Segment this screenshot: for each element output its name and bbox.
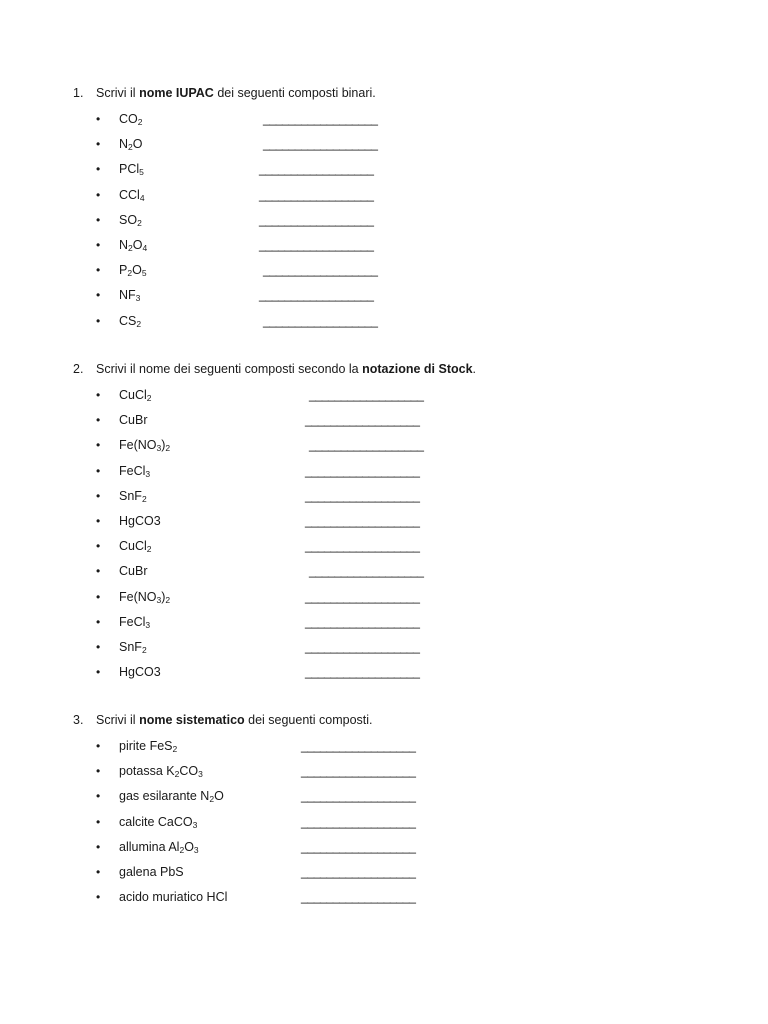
compound-formula: SnF$_2$	[119, 488, 147, 504]
list-item	[96, 238, 496, 256]
list-item	[96, 162, 496, 180]
answer-blank[interactable]: __________________	[263, 313, 378, 328]
list-item	[96, 815, 496, 833]
answer-blank[interactable]: __________________	[305, 514, 420, 528]
question-1-number: 1.	[73, 86, 84, 100]
compound-formula: CuBr	[119, 413, 148, 428]
compound-formula: FeCl$_3$	[119, 614, 151, 630]
question-1-text-after: dei seguenti composti binari.	[213, 86, 376, 100]
list-item	[96, 438, 496, 456]
compound-formula: FeCl$_3$	[119, 463, 151, 479]
bullet-icon: •	[96, 238, 101, 252]
bullet-icon: •	[96, 640, 101, 654]
answer-blank[interactable]: __________________	[301, 890, 416, 905]
question-1-bold: nome IUPAC	[139, 86, 214, 100]
question-2-text-after: .	[472, 362, 477, 376]
answer-blank[interactable]: __________________	[259, 288, 374, 303]
bullet-icon: •	[96, 839, 101, 854]
compound-formula: $NF_3$	[119, 288, 141, 304]
compound-formula: $N_2O$	[119, 137, 143, 153]
answer-blank[interactable]: __________________	[263, 263, 378, 278]
answer-blank[interactable]: __________________	[305, 539, 420, 554]
list-item	[96, 314, 496, 332]
list-item	[96, 213, 496, 231]
answer-blank[interactable]: __________________	[309, 438, 424, 453]
compound-formula: calcite CaCO$_3$	[119, 814, 198, 830]
compound-formula: PCl$_5$	[119, 162, 144, 178]
answer-blank[interactable]: __________________	[259, 162, 374, 177]
answer-blank[interactable]: __________________	[305, 413, 420, 428]
bullet-icon: •	[96, 263, 101, 278]
question-3-bold: nome sistematico	[139, 713, 245, 727]
bullet-icon: •	[96, 890, 101, 905]
compound-formula: CuBr	[119, 564, 148, 579]
bullet-icon: •	[96, 212, 101, 227]
answer-blank[interactable]: __________________	[301, 814, 416, 829]
answer-blank[interactable]: __________________	[263, 137, 378, 152]
list-item	[96, 388, 496, 406]
compound-formula: $N_2O_4$	[119, 238, 148, 253]
answer-blank[interactable]: __________________	[259, 187, 374, 202]
list-item	[96, 489, 496, 507]
bullet-icon: •	[96, 137, 101, 152]
compound-formula: HgCO3	[119, 665, 161, 680]
compound-formula: CuCl$_2$	[119, 388, 152, 403]
bullet-icon: •	[96, 614, 101, 629]
bullet-icon: •	[96, 162, 101, 177]
list-item	[96, 615, 496, 633]
compound-formula: $CS_2$	[119, 313, 142, 329]
answer-blank[interactable]: __________________	[305, 463, 420, 478]
answer-blank[interactable]: __________________	[259, 212, 374, 227]
question-2-bold: notazione di Stock	[362, 362, 473, 376]
bullet-icon: •	[96, 112, 101, 126]
answer-blank[interactable]: __________________	[305, 665, 420, 680]
list-item	[96, 188, 496, 206]
list-item	[96, 739, 496, 757]
question-3-title	[73, 713, 373, 727]
bullet-icon: •	[96, 539, 101, 554]
question-3-text-before: Scrivi il	[96, 713, 140, 727]
question-3-text-after: dei seguenti composti.	[244, 713, 373, 727]
list-item	[96, 514, 496, 532]
list-item	[96, 665, 496, 683]
bullet-icon: •	[96, 187, 101, 202]
answer-blank[interactable]: __________________	[259, 238, 374, 252]
answer-blank[interactable]: __________________	[305, 589, 420, 604]
answer-blank[interactable]: __________________	[305, 614, 420, 629]
bullet-icon: •	[96, 463, 101, 478]
compound-formula: CCl$_4$	[119, 187, 145, 203]
question-1-title	[73, 86, 376, 100]
answer-blank[interactable]: __________________	[309, 388, 424, 402]
bullet-icon: •	[96, 764, 101, 779]
compound-formula: allumina $Al_2O_3$	[119, 839, 199, 855]
answer-blank[interactable]: __________________	[301, 739, 416, 753]
bullet-icon: •	[96, 865, 101, 879]
list-item	[96, 564, 496, 582]
list-item	[96, 137, 496, 155]
list-item	[96, 890, 496, 908]
compound-formula: acido muriatico HCl	[119, 890, 228, 905]
answer-blank[interactable]: __________________	[301, 839, 416, 854]
compound-formula: $CO_2$	[119, 112, 143, 127]
bullet-icon: •	[96, 313, 101, 328]
bullet-icon: •	[96, 665, 101, 680]
question-2-number: 2.	[73, 362, 84, 376]
bullet-icon: •	[96, 413, 101, 428]
list-item	[96, 263, 496, 281]
compound-formula: $Fe(NO_3)_2$	[119, 438, 171, 454]
answer-blank[interactable]: __________________	[301, 865, 416, 879]
compound-formula: HgCO3	[119, 514, 161, 528]
bullet-icon: •	[96, 514, 101, 528]
list-item	[96, 789, 496, 807]
bullet-icon: •	[96, 814, 101, 829]
answer-blank[interactable]: __________________	[263, 112, 378, 126]
question-2-title	[73, 362, 476, 376]
list-item	[96, 112, 496, 130]
answer-blank[interactable]: __________________	[305, 640, 420, 654]
compound-formula: $P_2O_5$	[119, 263, 147, 279]
list-item	[96, 840, 496, 858]
compound-formula: $SO_2$	[119, 212, 142, 228]
answer-blank[interactable]: __________________	[301, 789, 416, 804]
list-item	[96, 590, 496, 608]
question-2-text-before: Scrivi il nome dei seguenti composti secondo la	[96, 362, 363, 376]
bullet-icon: •	[96, 388, 101, 402]
question-1-text-before: Scrivi il	[96, 86, 140, 100]
compound-formula: gas esilarante $N_2O$	[119, 789, 224, 805]
list-item	[96, 288, 496, 306]
compound-formula: pirite FeS$_2$	[119, 739, 178, 754]
bullet-icon: •	[96, 739, 101, 753]
list-item	[96, 413, 496, 431]
compound-formula: potassa $K_2CO_3$	[119, 764, 203, 780]
list-item	[96, 764, 496, 782]
bullet-icon: •	[96, 288, 101, 303]
list-item	[96, 640, 496, 658]
list-item	[96, 865, 496, 883]
compound-formula: galena PbS	[119, 865, 184, 879]
question-3-number: 3.	[73, 713, 84, 727]
bullet-icon: •	[96, 438, 101, 453]
answer-blank[interactable]: __________________	[305, 488, 420, 503]
bullet-icon: •	[96, 589, 101, 604]
list-item	[96, 464, 496, 482]
bullet-icon: •	[96, 564, 101, 579]
answer-blank[interactable]: __________________	[301, 764, 416, 779]
list-item	[96, 539, 496, 557]
compound-formula: CuCl$_2$	[119, 539, 152, 555]
bullet-icon: •	[96, 488, 101, 503]
bullet-icon: •	[96, 789, 101, 804]
answer-blank[interactable]: __________________	[309, 564, 424, 579]
compound-formula: $Fe(NO_3)_2$	[119, 589, 171, 605]
compound-formula: SnF$_2$	[119, 640, 147, 655]
